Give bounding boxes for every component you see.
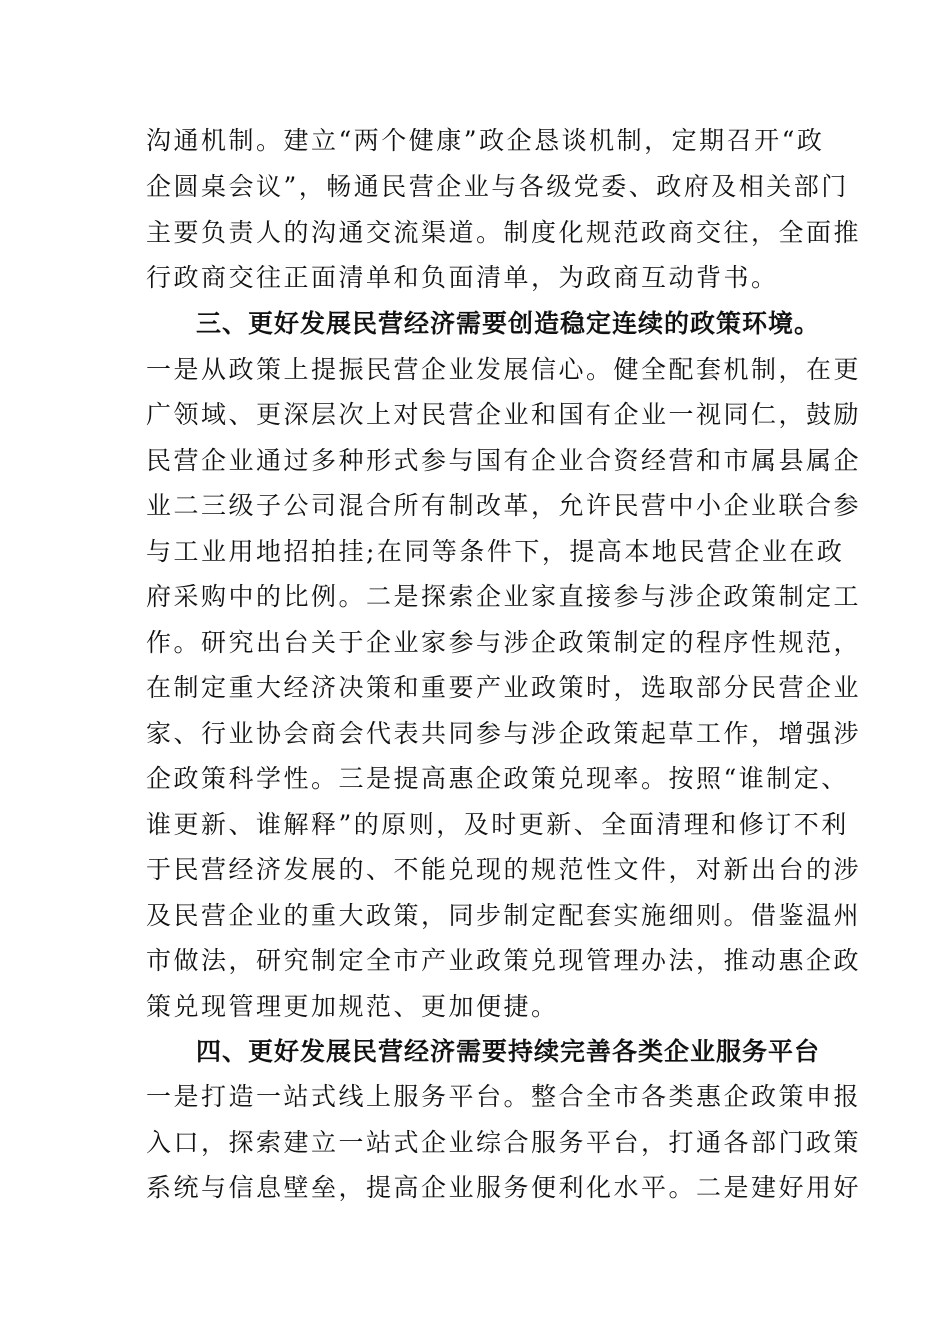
paragraph-line: 家、行业协会商会代表共同参与涉企政策起草工作，增强涉 — [146, 719, 862, 748]
paragraph-line: 沟通机制。建立“两个健康”政企恳谈机制，定期召开“政 — [146, 126, 825, 155]
paragraph-line: 一是从政策上提振民营企业发展信心。健全配套机制，在更 — [146, 355, 862, 384]
paragraph-line: 于民营经济发展的、不能兑现的规范性文件，对新出台的涉 — [146, 855, 862, 884]
paragraph-line: 入口，探索建立一站式企业综合服务平台，打通各部门政策 — [146, 1128, 862, 1157]
paragraph-line: 业二三级子公司混合所有制改革，允许民营中小企业联合参 — [146, 491, 862, 520]
paragraph-line: 一是打造一站式线上服务平台。整合全市各类惠企政策申报 — [146, 1082, 862, 1111]
section-heading-3: 三、更好发展民营经济需要创造稳定连续的政策环境。 — [196, 309, 821, 338]
paragraph-line: 与工业用地招拍挂;在同等条件下，提高本地民营企业在政 — [146, 537, 845, 566]
paragraph-line: 及民营企业的重大政策，同步制定配套实施细则。借鉴温州 — [146, 901, 862, 930]
paragraph-line: 系统与信息壁垒，提高企业服务便利化水平。二是建好用好 — [146, 1173, 862, 1202]
section-heading-4: 四、更好发展民营经济需要持续完善各类企业服务平台 — [196, 1037, 821, 1066]
paragraph-line: 企政策科学性。三是提高惠企政策兑现率。按照“谁制定、 — [146, 764, 849, 793]
paragraph-line: 作。研究出台关于企业家参与涉企政策制定的程序性规范， — [146, 628, 862, 657]
paragraph-line: 主要负责人的沟通交流渠道。制度化规范政商交往，全面推 — [146, 218, 862, 247]
paragraph-line: 谁更新、谁解释”的原则，及时更新、全面清理和修订不利 — [146, 810, 849, 839]
paragraph-line: 府采购中的比例。二是探索企业家直接参与涉企政策制定工 — [146, 582, 862, 611]
paragraph-line: 市做法，研究制定全市产业政策兑现管理办法，推动惠企政 — [146, 946, 862, 975]
paragraph-line: 行政商交往正面清单和负面清单，为政商互动背书。 — [146, 263, 779, 292]
paragraph-line: 企圆桌会议”，畅通民营企业与各级党委、政府及相关部门 — [146, 172, 849, 201]
paragraph-line: 策兑现管理更加规范、更加便捷。 — [146, 992, 559, 1021]
paragraph-line: 在制定重大经济决策和重要产业政策时，选取部分民营企业 — [146, 673, 862, 702]
paragraph-line: 广领域、更深层次上对民营企业和国有企业一视同仁，鼓励 — [146, 400, 862, 429]
paragraph-line: 民营企业通过多种形式参与国有企业合资经营和市属县属企 — [146, 446, 862, 475]
